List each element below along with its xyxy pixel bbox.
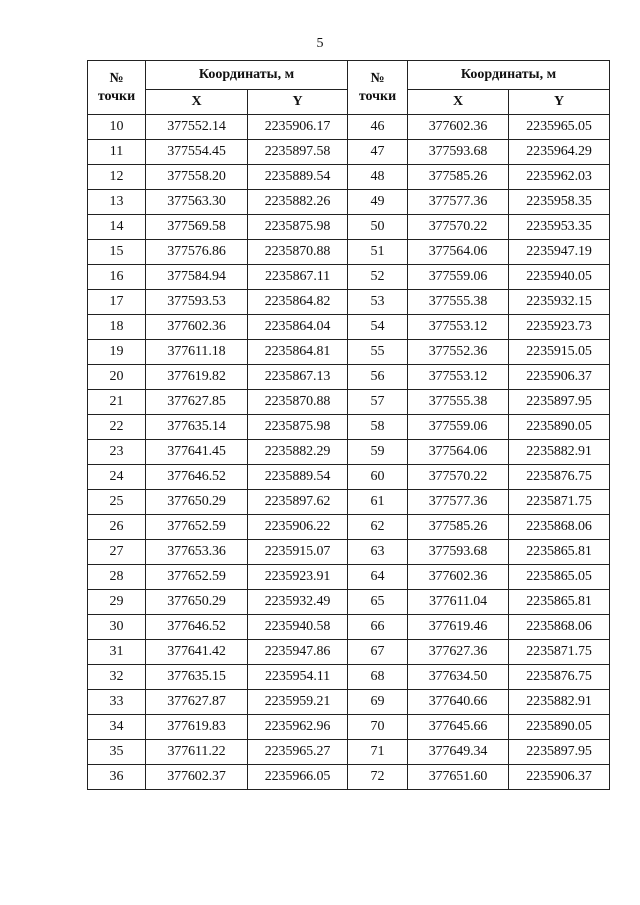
x-coordinate-right: 377564.06	[408, 240, 509, 265]
point-number-left: 25	[88, 490, 146, 515]
y-coordinate-left: 2235959.21	[248, 690, 348, 715]
table-row	[88, 340, 610, 365]
table-row	[88, 265, 610, 290]
y-coordinate-right: 2235876.75	[509, 465, 610, 490]
point-number-right: 66	[348, 615, 408, 640]
y-coordinate-left: 2235966.05	[248, 765, 348, 790]
table-row	[88, 490, 610, 515]
x-coordinate-left: 377602.36	[146, 315, 248, 340]
x-coordinate-left: 377652.59	[146, 565, 248, 590]
point-number-header-right	[348, 61, 408, 115]
y-coordinate-right: 2235915.05	[509, 340, 610, 365]
table-row	[88, 665, 610, 690]
x-coordinate-right: 377651.60	[408, 765, 509, 790]
y-coordinate-right: 2235923.73	[509, 315, 610, 340]
x-coordinate-left: 377650.29	[146, 490, 248, 515]
table-row	[88, 140, 610, 165]
y-coordinate-left: 2235870.88	[248, 390, 348, 415]
point-number-right: 50	[348, 215, 408, 240]
point-number-right: 59	[348, 440, 408, 465]
x-coordinate-left: 377627.85	[146, 390, 248, 415]
x-coordinate-left: 377641.42	[146, 640, 248, 665]
x-coordinate-left: 377635.14	[146, 415, 248, 440]
x-coordinate-right: 377634.50	[408, 665, 509, 690]
point-number-right: 55	[348, 340, 408, 365]
x-coordinate-left: 377563.30	[146, 190, 248, 215]
y-coordinate-left: 2235923.91	[248, 565, 348, 590]
x-coordinate-right: 377619.46	[408, 615, 509, 640]
coords-header-left: Координаты, м	[146, 61, 348, 90]
x-coordinate-left: 377635.15	[146, 665, 248, 690]
y-coordinate-right: 2235964.29	[509, 140, 610, 165]
y-coordinate-right: 2235953.35	[509, 215, 610, 240]
y-coordinate-right: 2235947.19	[509, 240, 610, 265]
point-number-header-left	[88, 61, 146, 115]
y-coordinate-right: 2235932.15	[509, 290, 610, 315]
y-coordinate-left: 2235889.54	[248, 165, 348, 190]
point-number-left: 22	[88, 415, 146, 440]
x-coordinate-left: 377652.59	[146, 515, 248, 540]
point-number-left: 21	[88, 390, 146, 415]
number-sign: №	[370, 70, 385, 86]
table-row	[88, 240, 610, 265]
y-coordinate-right: 2235882.91	[509, 440, 610, 465]
table-row	[88, 740, 610, 765]
y-coordinate-left: 2235932.49	[248, 590, 348, 615]
point-number-left: 19	[88, 340, 146, 365]
x-coordinate-right: 377645.66	[408, 715, 509, 740]
x-coordinate-left: 377619.82	[146, 365, 248, 390]
y-coordinate-right: 2235906.37	[509, 365, 610, 390]
point-number-right: 47	[348, 140, 408, 165]
y-coordinate-left: 2235962.96	[248, 715, 348, 740]
point-number-right: 72	[348, 765, 408, 790]
y-coordinate-right: 2235865.81	[509, 540, 610, 565]
x-coordinate-right: 377593.68	[408, 540, 509, 565]
y-coordinate-right: 2235865.81	[509, 590, 610, 615]
y-coordinate-right: 2235897.95	[509, 390, 610, 415]
point-number-left: 35	[88, 740, 146, 765]
point-number-right: 48	[348, 165, 408, 190]
point-number-right: 67	[348, 640, 408, 665]
x-header-left: X	[146, 90, 248, 115]
point-number-right: 63	[348, 540, 408, 565]
x-coordinate-right: 377555.38	[408, 390, 509, 415]
point-number-right: 60	[348, 465, 408, 490]
point-number-left: 30	[88, 615, 146, 640]
point-number-left: 18	[88, 315, 146, 340]
x-coordinate-left: 377627.87	[146, 690, 248, 715]
y-coordinate-right: 2235876.75	[509, 665, 610, 690]
point-number-left: 17	[88, 290, 146, 315]
point-word: точки	[358, 88, 397, 104]
point-number-left: 24	[88, 465, 146, 490]
y-coordinate-right: 2235871.75	[509, 640, 610, 665]
x-coordinate-left: 377646.52	[146, 615, 248, 640]
x-coordinate-right: 377570.22	[408, 465, 509, 490]
point-number-right: 65	[348, 590, 408, 615]
point-number-left: 11	[88, 140, 146, 165]
y-coordinate-right: 2235868.06	[509, 615, 610, 640]
table-row	[88, 415, 610, 440]
y-coordinate-right: 2235868.06	[509, 515, 610, 540]
x-coordinate-right: 377564.06	[408, 440, 509, 465]
point-number-left: 36	[88, 765, 146, 790]
point-number-right: 69	[348, 690, 408, 715]
x-coordinate-right: 377553.12	[408, 365, 509, 390]
x-coordinate-right: 377640.66	[408, 690, 509, 715]
y-coordinate-left: 2235897.62	[248, 490, 348, 515]
y-coordinate-left: 2235940.58	[248, 615, 348, 640]
x-coordinate-right: 377570.22	[408, 215, 509, 240]
table-row	[88, 465, 610, 490]
table-row	[88, 115, 610, 140]
x-coordinate-right: 377649.34	[408, 740, 509, 765]
y-coordinate-right: 2235897.95	[509, 740, 610, 765]
point-number-right: 49	[348, 190, 408, 215]
y-coordinate-left: 2235864.81	[248, 340, 348, 365]
point-number-left: 34	[88, 715, 146, 740]
point-number-left: 27	[88, 540, 146, 565]
coords-header-right: Координаты, м	[408, 61, 610, 90]
point-number-right: 68	[348, 665, 408, 690]
x-coordinate-left: 377646.52	[146, 465, 248, 490]
x-coordinate-left: 377576.86	[146, 240, 248, 265]
y-header-right: Y	[509, 90, 610, 115]
point-number-left: 13	[88, 190, 146, 215]
number-sign: №	[109, 70, 124, 86]
y-header-left: Y	[248, 90, 348, 115]
table-row	[88, 290, 610, 315]
table-row	[88, 640, 610, 665]
point-number-left: 32	[88, 665, 146, 690]
x-coordinate-right: 377602.36	[408, 565, 509, 590]
y-coordinate-left: 2235906.17	[248, 115, 348, 140]
point-number-left: 23	[88, 440, 146, 465]
table-row	[88, 565, 610, 590]
x-coordinate-left: 377554.45	[146, 140, 248, 165]
table-row	[88, 590, 610, 615]
point-number-right: 61	[348, 490, 408, 515]
table-row	[88, 515, 610, 540]
point-number-right: 62	[348, 515, 408, 540]
x-coordinate-right: 377611.04	[408, 590, 509, 615]
y-coordinate-right: 2235890.05	[509, 715, 610, 740]
point-number-left: 10	[88, 115, 146, 140]
x-coordinate-right: 377553.12	[408, 315, 509, 340]
point-number-left: 29	[88, 590, 146, 615]
y-coordinate-right: 2235906.37	[509, 765, 610, 790]
table-row	[88, 215, 610, 240]
table-row	[88, 715, 610, 740]
point-number-left: 16	[88, 265, 146, 290]
table-row	[88, 690, 610, 715]
point-number-right: 64	[348, 565, 408, 590]
y-coordinate-right: 2235865.05	[509, 565, 610, 590]
table-row	[88, 540, 610, 565]
x-coordinate-right: 377577.36	[408, 490, 509, 515]
table-row	[88, 615, 610, 640]
point-number-right: 57	[348, 390, 408, 415]
point-number-right: 54	[348, 315, 408, 340]
point-number-right: 53	[348, 290, 408, 315]
table-header	[88, 61, 610, 115]
point-word: точки	[97, 88, 136, 104]
x-coordinate-left: 377584.94	[146, 265, 248, 290]
x-coordinate-right: 377602.36	[408, 115, 509, 140]
point-number-left: 31	[88, 640, 146, 665]
point-number-right: 71	[348, 740, 408, 765]
x-coordinate-right: 377593.68	[408, 140, 509, 165]
x-coordinate-left: 377650.29	[146, 590, 248, 615]
point-number-left: 33	[88, 690, 146, 715]
x-coordinate-left: 377611.22	[146, 740, 248, 765]
x-coordinate-right: 377555.38	[408, 290, 509, 315]
y-coordinate-left: 2235965.27	[248, 740, 348, 765]
y-coordinate-left: 2235882.29	[248, 440, 348, 465]
table-row	[88, 390, 610, 415]
point-number-right: 51	[348, 240, 408, 265]
y-coordinate-left: 2235864.82	[248, 290, 348, 315]
point-number-right: 46	[348, 115, 408, 140]
y-coordinate-left: 2235906.22	[248, 515, 348, 540]
point-number-left: 28	[88, 565, 146, 590]
y-coordinate-left: 2235867.11	[248, 265, 348, 290]
table-body	[88, 115, 610, 790]
x-coordinate-left: 377611.18	[146, 340, 248, 365]
x-coordinate-left: 377569.58	[146, 215, 248, 240]
x-coordinate-left: 377619.83	[146, 715, 248, 740]
table-row	[88, 165, 610, 190]
y-coordinate-right: 2235958.35	[509, 190, 610, 215]
point-number-right: 52	[348, 265, 408, 290]
x-coordinate-left: 377558.20	[146, 165, 248, 190]
y-coordinate-right: 2235965.05	[509, 115, 610, 140]
y-coordinate-left: 2235889.54	[248, 465, 348, 490]
y-coordinate-left: 2235897.58	[248, 140, 348, 165]
y-coordinate-right: 2235890.05	[509, 415, 610, 440]
table-row	[88, 190, 610, 215]
y-coordinate-left: 2235915.07	[248, 540, 348, 565]
table-row	[88, 440, 610, 465]
x-coordinate-left: 377593.53	[146, 290, 248, 315]
x-coordinate-right: 377627.36	[408, 640, 509, 665]
x-coordinate-left: 377641.45	[146, 440, 248, 465]
x-coordinate-right: 377585.26	[408, 515, 509, 540]
y-coordinate-right: 2235871.75	[509, 490, 610, 515]
table-row	[88, 765, 610, 790]
x-coordinate-right: 377559.06	[408, 265, 509, 290]
y-coordinate-right: 2235882.91	[509, 690, 610, 715]
point-number-left: 14	[88, 215, 146, 240]
x-coordinate-left: 377552.14	[146, 115, 248, 140]
y-coordinate-left: 2235947.86	[248, 640, 348, 665]
y-coordinate-left: 2235867.13	[248, 365, 348, 390]
x-coordinate-left: 377602.37	[146, 765, 248, 790]
page-number: 5	[316, 36, 324, 51]
y-coordinate-left: 2235870.88	[248, 240, 348, 265]
x-header-right: X	[408, 90, 509, 115]
y-coordinate-left: 2235882.26	[248, 190, 348, 215]
x-coordinate-right: 377559.06	[408, 415, 509, 440]
y-coordinate-left: 2235864.04	[248, 315, 348, 340]
x-coordinate-right: 377577.36	[408, 190, 509, 215]
x-coordinate-left: 377653.36	[146, 540, 248, 565]
y-coordinate-left: 2235954.11	[248, 665, 348, 690]
table-row	[88, 315, 610, 340]
point-number-left: 20	[88, 365, 146, 390]
y-coordinate-left: 2235875.98	[248, 415, 348, 440]
point-number-left: 12	[88, 165, 146, 190]
y-coordinate-left: 2235875.98	[248, 215, 348, 240]
point-number-left: 15	[88, 240, 146, 265]
y-coordinate-right: 2235962.03	[509, 165, 610, 190]
table-row	[88, 365, 610, 390]
point-number-right: 58	[348, 415, 408, 440]
coordinates-table	[87, 60, 610, 790]
point-number-right: 70	[348, 715, 408, 740]
x-coordinate-right: 377552.36	[408, 340, 509, 365]
point-number-left: 26	[88, 515, 146, 540]
point-number-right: 56	[348, 365, 408, 390]
x-coordinate-right: 377585.26	[408, 165, 509, 190]
y-coordinate-right: 2235940.05	[509, 265, 610, 290]
